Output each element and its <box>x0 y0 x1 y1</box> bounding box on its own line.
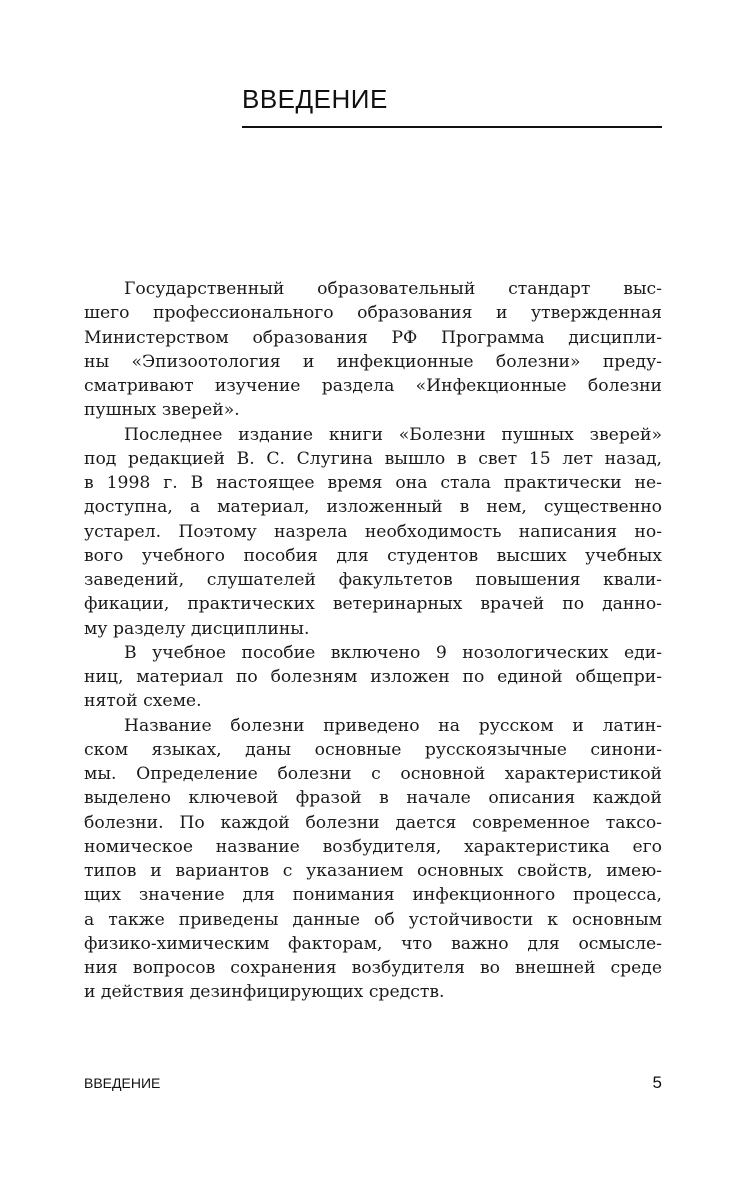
text-line: шего профессионального образования и утвержденная <box>84 303 662 324</box>
paragraph-2 <box>84 423 662 641</box>
text-line: В учебное пособие включено 9 нозологических еди- <box>124 642 662 663</box>
paragraph-3 <box>84 641 662 714</box>
text-line: ском языках, даны основные русскоязычные синони- <box>84 739 662 760</box>
text-line: Министерством образования РФ Программа дисципли- <box>84 327 662 348</box>
text-line: Государственный образовательный стандарт выс- <box>124 279 662 299</box>
text-line: мы. Определение болезни с основной характеристикой <box>84 764 662 784</box>
text-line: заведений, слушателей факультетов повышения квали- <box>84 570 662 590</box>
page-number: 5 <box>652 1073 662 1092</box>
text-line: в 1998 г. В настоящее время она стала практически не- <box>84 473 662 493</box>
text-line: устарел. Поэтому назрела необходимость написания но- <box>84 521 662 542</box>
running-footer: ВВЕДЕНИЕ <box>84 1075 161 1091</box>
text-line: ниц, материал по болезням изложен по единой общепри- <box>84 667 662 687</box>
paragraph-4 <box>84 714 662 1005</box>
text-line: му разделу дисциплины. <box>84 618 310 639</box>
text-line: нятой схеме. <box>84 691 202 712</box>
text-line: под редакцией В. С. Слугина вышло в свет 15 лет назад, <box>84 448 662 469</box>
text-line: Последнее издание книги «Болезни пушных зверей» <box>124 424 662 445</box>
text-line: а также приведены данные об устойчивости к основным <box>84 909 662 930</box>
text-line: вого учебного пособия для студентов высших учебных <box>84 545 662 566</box>
text-line: болезни. По каждой болезни дается современное таксо- <box>84 812 662 833</box>
text-line: выделено ключевой фразой в начале описания каждой <box>84 788 662 809</box>
text-line: типов и вариантов с указанием основных свойств, имею- <box>84 861 662 881</box>
text-line: сматривают изучение раздела «Инфекционные болезни <box>84 376 662 396</box>
text-line: физико-химическим факторам, что важно для осмысле- <box>84 933 662 954</box>
chapter-title: ВВЕДЕНИЕ <box>242 84 388 114</box>
text-line: и действия дезинфицирующих средств. <box>84 982 445 1003</box>
text-line: щих значение для понимания инфекционного процесса, <box>84 885 662 906</box>
text-line: доступна, а материал, изложенный в нем, существенно <box>84 497 662 518</box>
heading-rule <box>242 126 662 128</box>
text-line: номическое название возбудителя, характеристика его <box>84 836 662 857</box>
text-line: ны «Эпизоотология и инфекционные болезни» преду- <box>84 351 662 372</box>
text-line: Название болезни приведено на русском и латин- <box>124 715 662 736</box>
text-line: пушных зверей». <box>84 400 240 421</box>
body-text <box>84 277 662 1005</box>
text-line: ния вопросов сохранения возбудителя во внешней среде <box>84 958 662 978</box>
paragraph-1 <box>84 277 662 423</box>
text-line: фикации, практических ветеринарных врачей по данно- <box>84 594 662 615</box>
